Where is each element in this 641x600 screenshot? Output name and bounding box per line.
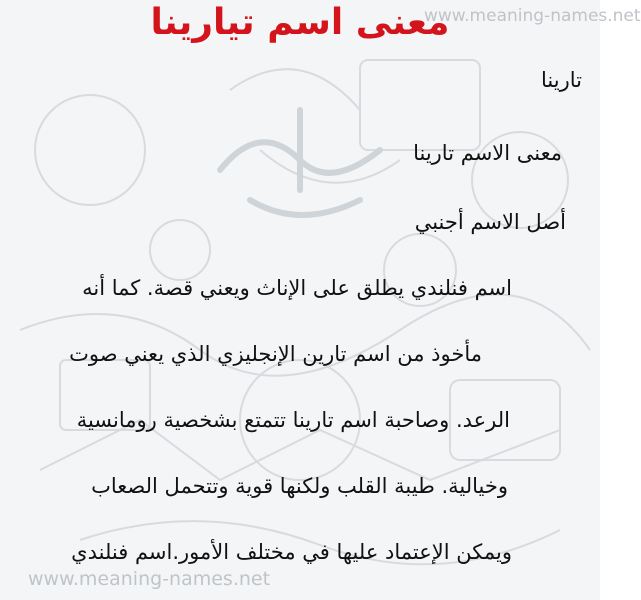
name-line: تارينا <box>541 68 582 92</box>
description-line-3: الرعد. وصاحبة اسم تارينا تتمتع بشخصية رومانسية <box>76 408 510 432</box>
description-line-5: ويمكن الإعتماد عليها في مختلف الأمور.اسم فنلندي <box>71 540 512 564</box>
watermark-top: www.meaning-names.net <box>424 6 641 26</box>
meaning-heading: معنى الاسم تارينا <box>413 141 562 165</box>
origin-line: أصل الاسم أجنبي <box>414 210 566 234</box>
page-title: معنى اسم تيارينا <box>150 2 450 43</box>
watermark-bottom: www.meaning-names.net <box>28 568 271 590</box>
description-line-4: وخيالية. طيبة القلب ولكنها قوية وتتحمل الصعاب <box>91 474 508 498</box>
description-line-2: مأخوذ من اسم تارين الإنجليزي الذي يعني صوت <box>69 342 482 366</box>
description-line-1: اسم فنلندي يطلق على الإناث ويعني قصة. كما أنه <box>82 276 512 300</box>
